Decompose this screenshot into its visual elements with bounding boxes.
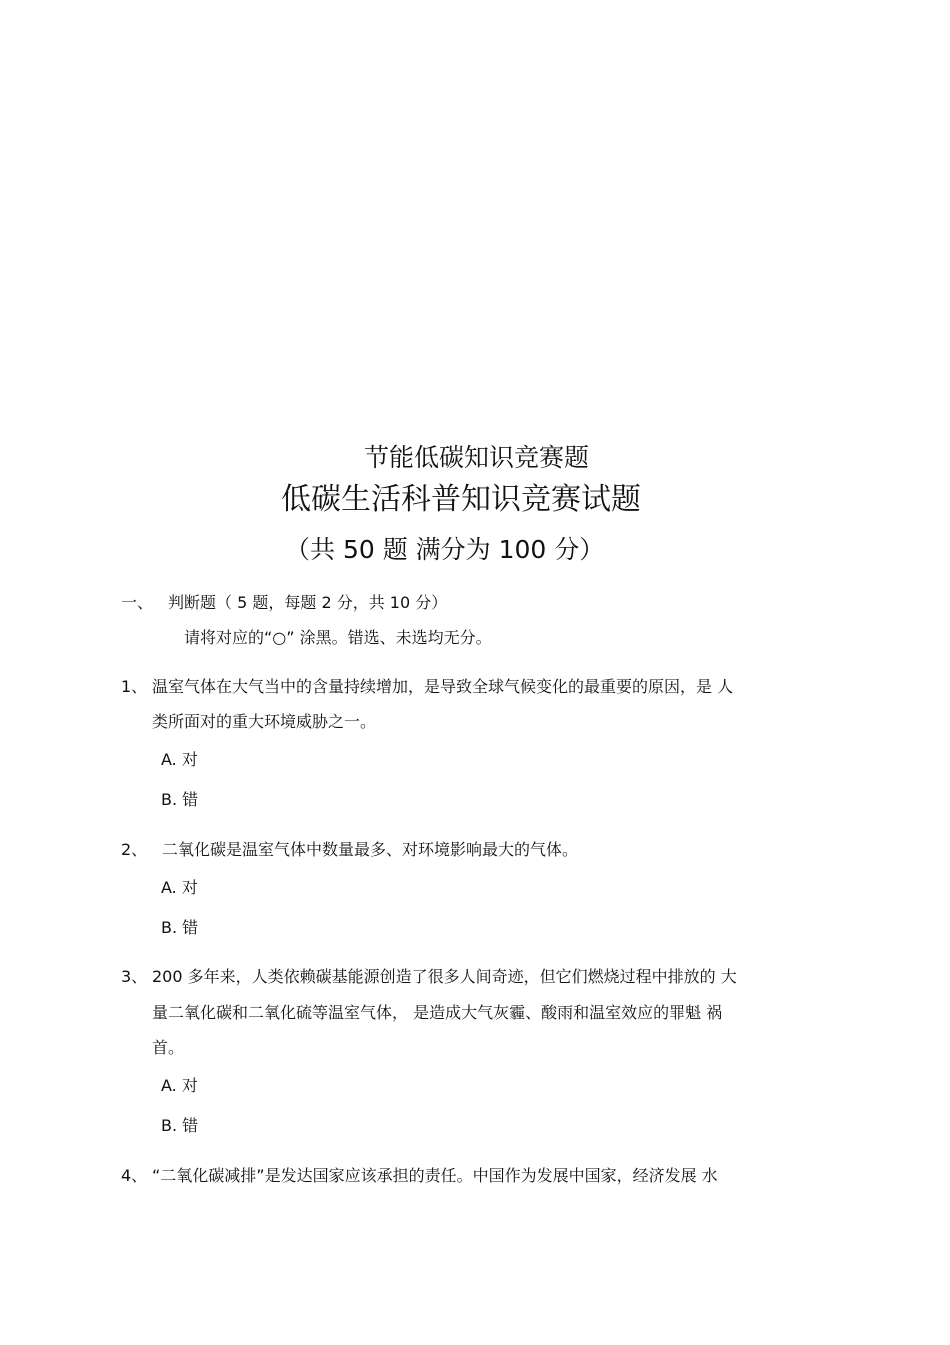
page-title: 节能低碳知识竞赛题 (364, 443, 590, 472)
question-number: 2、 (121, 840, 148, 859)
option-a[interactable]: A. 对 (161, 878, 198, 897)
section-number: 一、 (121, 593, 154, 612)
question-text-line: 量二氧化碳和二氧化硫等温室气体， 是造成大气灰霾、酸雨和温室效应的罪魁 祸 (152, 1003, 723, 1022)
question-text-line: “二氧化碳减排”是发达国家应该承担的责任。中国作为发展中国家，经济发展 水 (152, 1166, 718, 1185)
option-a[interactable]: A. 对 (161, 750, 198, 769)
exam-subtitle: （共 50 题 满分为 100 分） (285, 535, 605, 564)
question-text-line: 200 多年来，人类依赖碳基能源创造了很多人间奇迹，但它们燃烧过程中排放的 大 (152, 967, 737, 986)
option-b[interactable]: B. 错 (161, 918, 199, 937)
question-text-line: 温室气体在大气当中的含量持续增加，是导致全球气候变化的最重要的原因，是 人 (152, 677, 734, 696)
option-b[interactable]: B. 错 (161, 790, 199, 809)
question-number: 1、 (121, 677, 148, 696)
question-number: 4、 (121, 1166, 148, 1185)
question-text-line: 二氧化碳是温室气体中数量最多、对环境影响最大的气体。 (162, 840, 579, 859)
exam-title: 低碳生活科普知识竞赛试题 (281, 482, 641, 517)
option-a[interactable]: A. 对 (161, 1076, 198, 1095)
question-number: 3、 (121, 967, 148, 986)
question-text-line: 首。 (152, 1038, 185, 1057)
option-b[interactable]: B. 错 (161, 1116, 199, 1135)
section-instruction: 请将对应的“○” 涂黑。错选、未选均无分。 (184, 628, 492, 647)
question-text-line: 类所面对的重大环境威胁之一。 (152, 712, 377, 731)
section-label: 判断题（ 5 题，每题 2 分，共 10 分） (168, 593, 448, 612)
